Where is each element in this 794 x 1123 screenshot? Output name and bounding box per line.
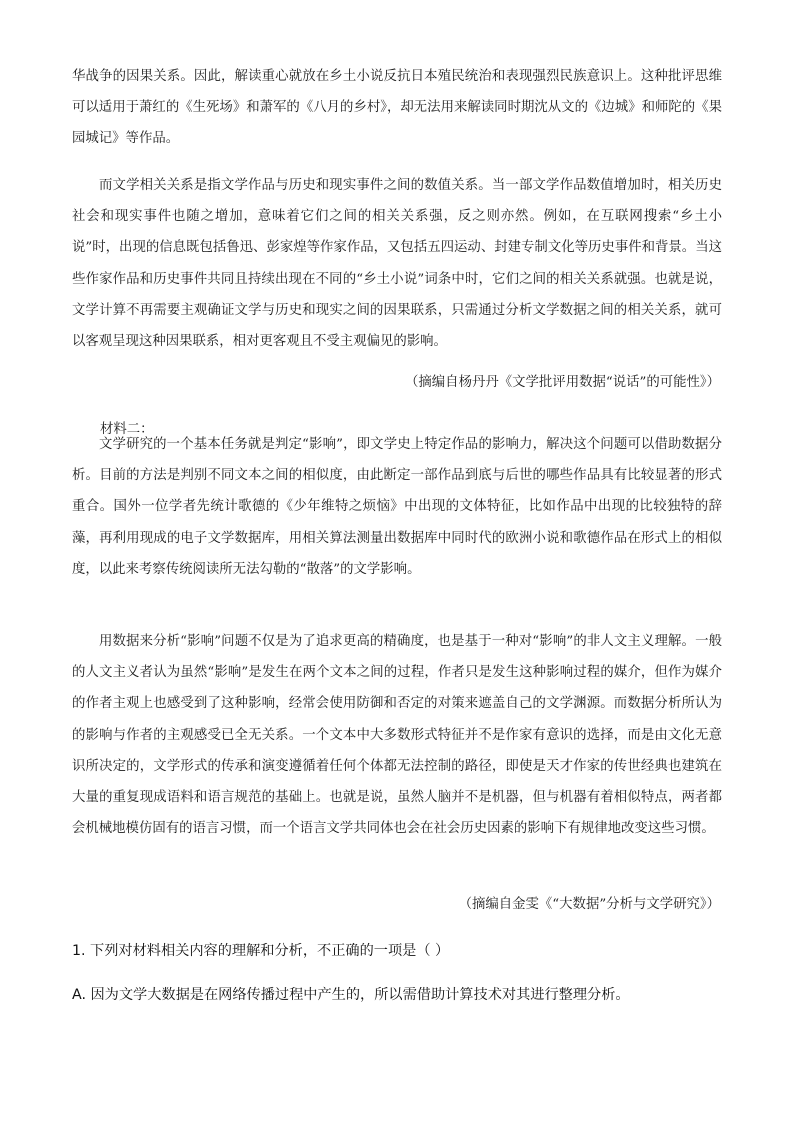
question-stem: 1. 下列对材料相关内容的理解和分析，不正确的一项是（ ） [72, 943, 450, 959]
paragraph-influence: 文学研究的一个基本任务就是判定“影响”，即文学史上特定作品的影响力，解决这个问题可以借助数据分析。目前的方法是判别不同文本之间的相似度，由此断定一部作品到底与后世的哪些作品具有比较显著的形式重合。国外一位学者先统计歌德的《少年维特之烦恼》中出现的文体特征，比如作品中出现的比较独特的辞藻，再利用现成的电子文学数据库，用相关算法测量出数据库中同时代的欧洲小说和歌德作品在形式上的相似度，以此来考察传统阅读所无法勾勒的“散落”的文学影响。 [72, 437, 722, 577]
paragraph-continued: 华战争的因果关系。因此，解读重心就放在乡土小说反抗日本殖民统治和表现强烈民族意识上。这种批评思维可以适用于萧红的《生死场》和萧军的《八月的乡村》，却无法用来解读同时期沈从文的《边城》和师陀的《果园城记》等作品。 [72, 69, 722, 147]
paragraph-correlation: 而文学相关关系是指文学作品与历史和现实事件之间的数值关系。当一部文学作品数值增加时，相关历史社会和现实事件也随之增加，意味着它们之间的相关关系强，反之则亦然。例如，在互联网搜索“乡土小说”时，出现的信息既包括鲁迅、彭家煌等作家作品，又包括五四运动、封建专制文化等历史事件和背景。当这些作家作品和历史事件共同且持续出现在不同的“乡土小说”词条中时，它们之间的相关关系就强。也就是说，文学计算不再需要主观确证文学与历史和现实之间的因果联系，只需通过分析文学数据之间的相关关系，就可以客观呈现这种因果联系，相对更客观且不受主观偏见的影响。 [72, 178, 722, 350]
source-citation-2: （摘编自金雯《“大数据”分析与文学研究》） [458, 897, 720, 912]
paragraph-data-analysis: 用数据来分析“影响”问题不仅是为了追求更高的精确度，也是基于一种对“影响”的非人文主义理解。一般的人文主义者认为虽然“影响”是发生在两个文本之间的过程，作者只是发生这种影响过程的媒介，但作为媒介的作者主观上也感受到了这种影响，经常会使用防御和否定的对策来遮盖自己的文学渊源。而数据分析所认为的影响与作者的主观感受已全无关系。一个文本中大多数形式特征并不是作家有意识的选择，而是由文化无意识所决定的，文学形式的传承和演变遵循着任何个体都无法控制的路径，即使是天才作家的传世经典也建筑在大量的重复现成语料和语言规范的基础上。也就是说，虽然人脑并不是机器，但与机器有着相似特点，两者都会机械地模仿固有的语言习惯，而一个语言文学共同体也会在社会历史因素的影响下有规律地改变这些习惯。 [72, 634, 722, 837]
source-citation-1: （摘编自杨丹丹《文学批评用数据“说话”的可能性》） [405, 375, 720, 390]
material-two-label: 材料二： [100, 422, 154, 437]
question-option-a: A. 因为文学大数据是在网络传播过程中产生的，所以需借助计算技术对其进行整理分析。 [72, 987, 630, 1003]
